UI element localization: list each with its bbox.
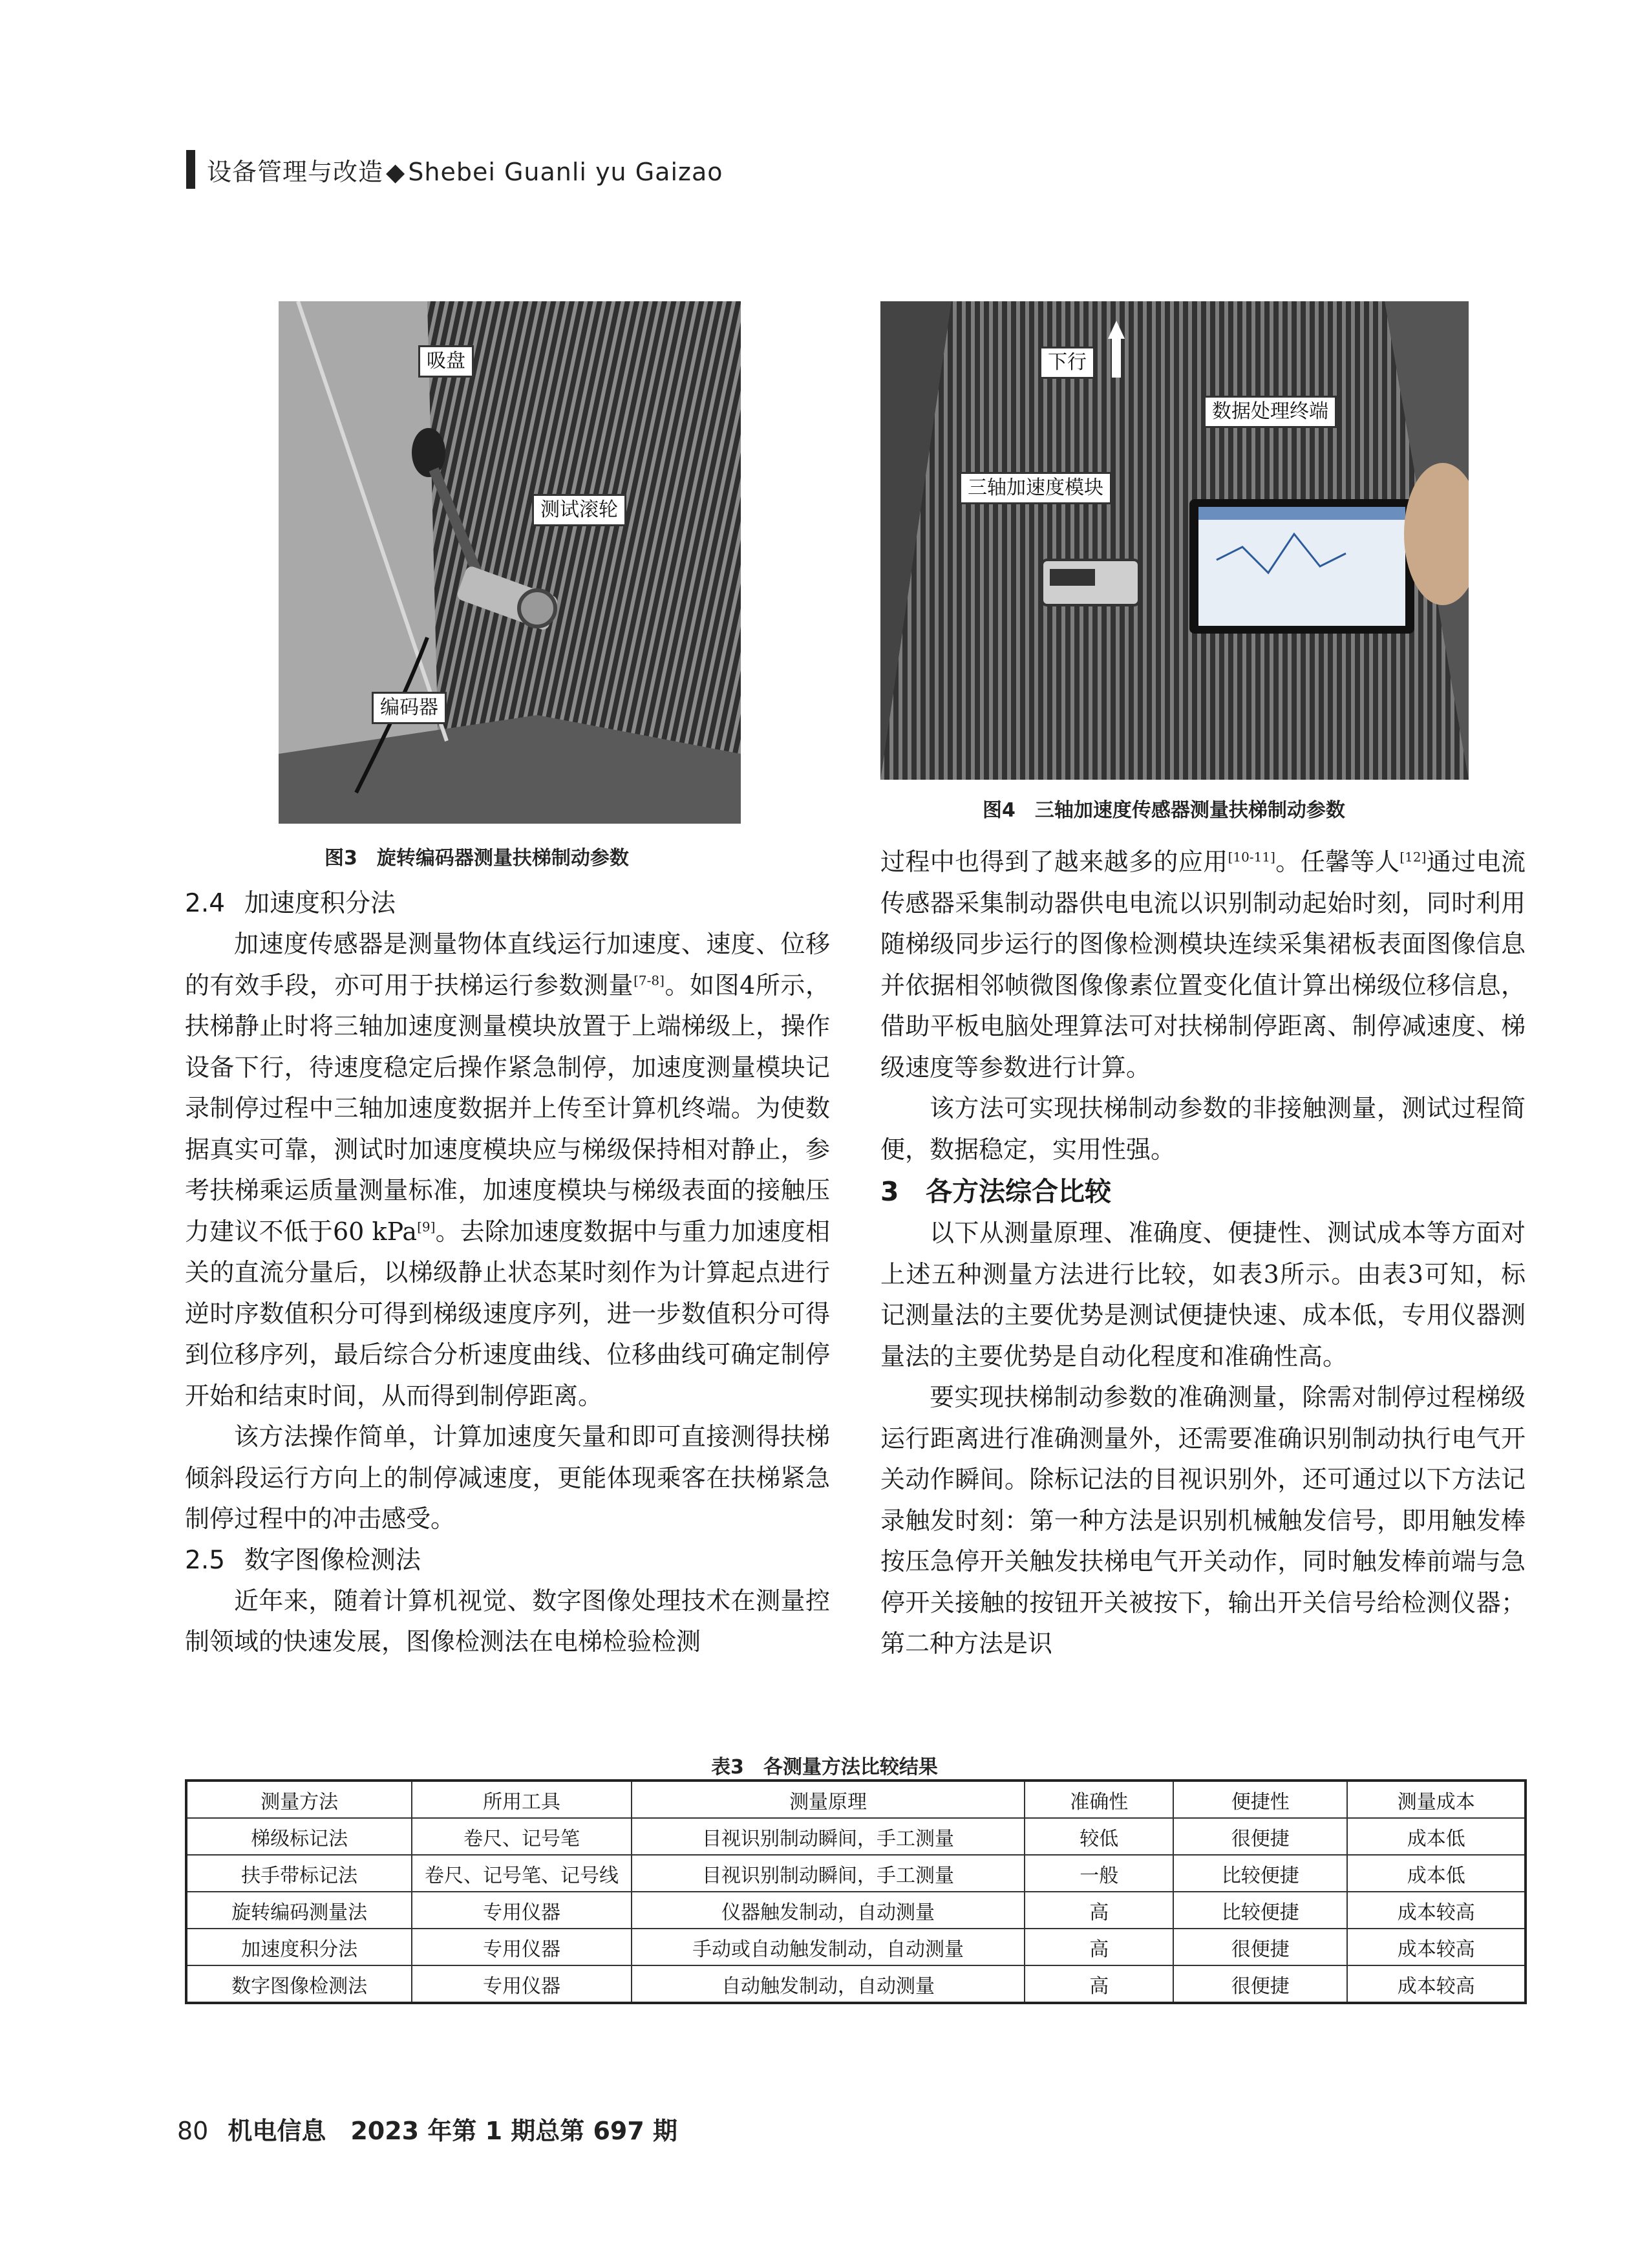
table-3-caption: 表3 各测量方法比较结果 (711, 1756, 938, 1779)
paragraph: 近年来，随着计算机视觉、数字图像处理技术在测量控制领域的快速发展，图像检测法在电梯检验检测 (185, 1586, 830, 1656)
column-header: 准确性 (1025, 1781, 1173, 1818)
table-cell: 卷尺、记号笔、记号线 (412, 1855, 631, 1892)
table-cell: 加速度积分法 (186, 1929, 412, 1965)
section-number: 2.4 (185, 889, 226, 918)
table-cell: 很便捷 (1173, 1965, 1347, 2003)
page-footer (177, 2111, 677, 2146)
label-accelerometer-module: 三轴加速度模块 (959, 472, 1112, 504)
table-cell: 自动触发制动，自动测量 (632, 1965, 1025, 2003)
label-suction: 吸盘 (418, 345, 474, 378)
label-roller: 测试滚轮 (532, 494, 626, 526)
text-run: 。如图4所示，扶梯静止时将三轴加速度测量模块放置于上端梯级上，操作设备下行，待速度稳定后操作紧急制停，加速度测量模块记录制停过程中三轴加速度数据并上传至计算机终端。为使数据真实可靠，测试时加速度模块应与梯级保持相对静止，参考扶梯乘运质量测量标准，加速度模块与梯级表面的接触压力建议不低于60 kPa (185, 970, 830, 1246)
table-cell: 旋转编码测量法 (186, 1892, 412, 1929)
section-number: 2.5 (185, 1545, 226, 1575)
table-cell: 成本较高 (1347, 1929, 1526, 1965)
diamond-icon: ◆ (386, 157, 406, 186)
section-2-4-heading (185, 883, 830, 924)
figure-3-caption: 图3 旋转编码器测量扶梯制动参数 (324, 847, 629, 870)
journal-info: 机电信息 2023 年第 1 期总第 697 期 (228, 2117, 678, 2145)
label-data-terminal: 数据处理终端 (1204, 396, 1337, 428)
table-row (186, 1818, 1526, 1855)
figure-4-photo (880, 301, 1469, 780)
table-row (186, 1965, 1526, 2003)
table-cell: 比较便捷 (1173, 1892, 1347, 1929)
column-header: 测量方法 (186, 1781, 412, 1818)
table-cell: 高 (1025, 1965, 1173, 2003)
escalator-encoder-photo (279, 301, 741, 824)
table-cell: 专用仪器 (412, 1929, 631, 1965)
table-cell: 扶手带标记法 (186, 1855, 412, 1892)
table-cell: 很便捷 (1173, 1929, 1347, 1965)
page-number: 80 (177, 2117, 209, 2145)
table-cell: 手动或自动触发制动，自动测量 (632, 1929, 1025, 1965)
table-cell: 数字图像检测法 (186, 1965, 412, 2003)
table-cell: 高 (1025, 1929, 1173, 1965)
header-text (207, 152, 723, 187)
label-down-direction: 下行 (1039, 347, 1095, 379)
section-2-5-heading (185, 1540, 830, 1581)
text-run: 。去除加速度数据中与重力加速度相关的直流分量后，以梯级静止状态某时刻作为计算起点进行逆时序数值积分可得到梯级速度序列，进一步数值积分可得到位移序列，最后综合分析速度曲线、位移曲线可确定制停开始和结束时间，从而得到制停距离。 (185, 1217, 830, 1410)
paragraph (880, 842, 1526, 1088)
citation: [7-8] (633, 972, 665, 988)
paragraph: 该方法可实现扶梯制动参数的非接触测量，测试过程简便，数据稳定，实用性强。 (880, 1094, 1526, 1164)
table-cell: 目视识别制动瞬间，手工测量 (632, 1855, 1025, 1892)
table-cell: 成本较高 (1347, 1965, 1526, 2003)
left-column (185, 883, 830, 1663)
text-run: 过程中也得到了越来越多的应用 (880, 848, 1228, 876)
table-cell: 较低 (1025, 1818, 1173, 1855)
running-header (186, 150, 723, 189)
paragraph: 要实现扶梯制动参数的准确测量，除需对制停过程梯级运行距离进行准确测量外，还需要准确识别制动执行电气开关动作瞬间。除标记法的目视识别外，还可通过以下方法记录触发时刻：第一种方法是识别机械触发信号，即用触发棒按压急停开关触发扶梯电气开关动作，同时触发棒前端与急停开关接触的按钮开关被按下，输出开关信号给检测仪器；第二种方法是识 (880, 1383, 1526, 1658)
table-cell: 目视识别制动瞬间，手工测量 (632, 1818, 1025, 1855)
column-header: 测量成本 (1347, 1781, 1526, 1818)
comparison-table (185, 1779, 1527, 2004)
citation: [9] (417, 1218, 436, 1234)
escalator-accelerometer-photo (880, 301, 1469, 780)
citation: [10-11] (1228, 849, 1275, 865)
table-cell: 专用仪器 (412, 1965, 631, 2003)
section-title: 各方法综合比较 (926, 1176, 1111, 1207)
figure-4-caption: 图4 三轴加速度传感器测量扶梯制动参数 (983, 799, 1345, 822)
paragraph: 该方法操作简单，计算加速度矢量和即可直接测得扶梯倾斜段运行方向上的制停减速度，更能体现乘客在扶梯紧急制停过程中的冲击感受。 (185, 1422, 830, 1533)
table-cell: 仪器触发制动，自动测量 (632, 1892, 1025, 1929)
table-cell: 成本较高 (1347, 1892, 1526, 1929)
column-header: 所用工具 (412, 1781, 631, 1818)
label-encoder: 编码器 (372, 692, 447, 724)
table-cell: 比较便捷 (1173, 1855, 1347, 1892)
right-column (880, 842, 1526, 1665)
table-cell: 梯级标记法 (186, 1818, 412, 1855)
table-cell: 一般 (1025, 1855, 1173, 1892)
citation: [12] (1399, 849, 1427, 865)
table-cell: 高 (1025, 1892, 1173, 1929)
paragraph (185, 924, 830, 1417)
text-run: 通过电流传感器采集制动器供电电流以识别制动起始时刻，同时利用随梯级同步运行的图像检测模块连续采集裙板表面图像信息并依据相邻帧微图像像素位置变化值计算出梯级位移信息，借助平板电脑处理算法可对扶梯制停距离、制停减速度、梯级速度等参数进行计算。 (880, 848, 1526, 1082)
column-header: 便捷性 (1173, 1781, 1347, 1818)
table-cell: 成本低 (1347, 1818, 1526, 1855)
section-3-heading (880, 1170, 1526, 1213)
text-run: 加速度传感器是测量物体直线运行加速度、速度、位移的有效手段，亦可用于扶梯运行参数测量 (185, 930, 830, 1000)
section-title: 加速度积分法 (244, 889, 396, 918)
section-number: 3 (880, 1176, 899, 1207)
text-run: 。任馨等人 (1275, 848, 1400, 876)
table-cell: 专用仪器 (412, 1892, 631, 1929)
table-header-row (186, 1781, 1526, 1818)
table-cell: 很便捷 (1173, 1818, 1347, 1855)
header-section: 设备管理与改造 (207, 157, 384, 186)
header-pinyin: Shebei Guanli yu Gaizao (408, 157, 723, 186)
header-bar (186, 150, 195, 189)
table-row (186, 1929, 1526, 1965)
column-header: 测量原理 (632, 1781, 1025, 1818)
table-row (186, 1892, 1526, 1929)
table-row (186, 1855, 1526, 1892)
section-title: 数字图像检测法 (244, 1545, 421, 1575)
table-cell: 卷尺、记号笔 (412, 1818, 631, 1855)
paragraph: 以下从测量原理、准确度、便捷性、测试成本等方面对上述五种测量方法进行比较，如表3所示。由表3可知，标记测量法的主要优势是测试便捷快速、成本低，专用仪器测量法的主要优势是自动化程度和准确性高。 (880, 1219, 1526, 1371)
table-cell: 成本低 (1347, 1855, 1526, 1892)
figure-3-photo (279, 301, 741, 824)
